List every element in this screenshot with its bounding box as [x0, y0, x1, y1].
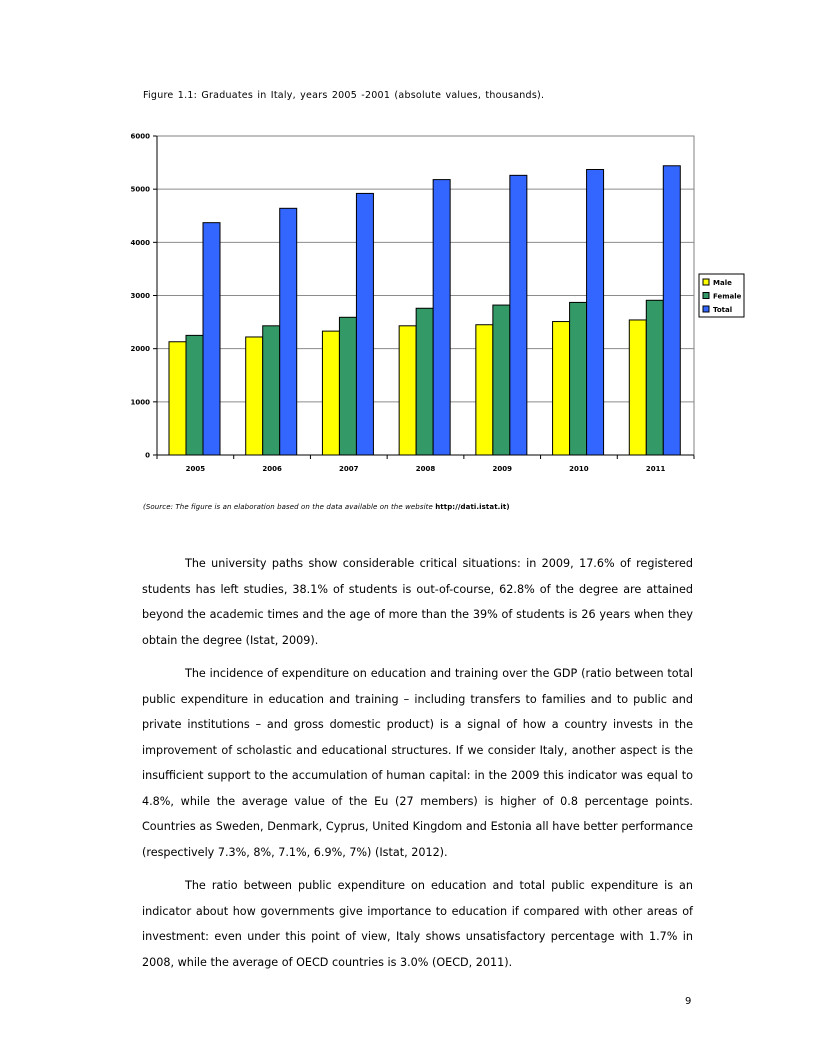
bar-male-2010 — [553, 322, 570, 455]
y-tick-label: 0 — [145, 451, 150, 460]
bar-female-2006 — [263, 326, 280, 455]
chart-legend — [699, 274, 744, 317]
figure-caption: Figure 1.1: Graduates in Italy, years 2005 -2001 (absolute values, thousands). — [143, 90, 545, 101]
bar-total-2011 — [663, 166, 680, 455]
bar-total-2009 — [510, 175, 527, 455]
page-number: 9 — [685, 996, 692, 1007]
x-tick-label: 2007 — [339, 465, 359, 473]
bar-female-2005 — [186, 335, 203, 455]
bar-female-2008 — [416, 308, 433, 455]
y-tick-label: 5000 — [130, 185, 150, 194]
bar-male-2005 — [169, 342, 186, 455]
bar-female-2011 — [646, 300, 663, 455]
paragraph-3: The ratio between public expenditure on education and total public expenditure is an indicator about how governments give importance to education if compared with other areas of investment: even under this point of view, Italy shows unsatisfactory percentage with 1.7% in 2008, while the average of OECD countries is 3.0% (OECD, 2011). — [142, 879, 693, 969]
paragraph-2: The incidence of expenditure on education and training over the GDP (ratio between total public expenditure in education and training – including transfers to families and to public and private institutions – and gross domestic product) is a signal of how a country invests in the improvement of scholastic and educational structures. If we consider Italy, another aspect is the insufficient support to the accumulation of human capital: in the 2009 this indicator was equal to 4.8%, while the average value of the Eu (27 members) is higher of 0.8 percentage points. Countries as Sweden, Denmark, Cyprus, United Kingdom and Estonia all have better performance (respectively 7.3%, 8%, 7.1%, 6.9%, 7%) (Istat, 2012). — [142, 667, 693, 859]
x-tick-label: 2010 — [569, 465, 589, 473]
legend-label-male: Male — [713, 279, 732, 287]
x-tick-label: 2009 — [492, 465, 512, 473]
y-tick-label: 6000 — [130, 132, 150, 141]
x-tick-label: 2006 — [262, 465, 282, 473]
x-tick-label: 2011 — [645, 465, 666, 473]
bar-female-2010 — [570, 302, 587, 455]
bar-total-2008 — [433, 180, 450, 455]
legend-label-female: Female — [713, 292, 742, 301]
bar-total-2005 — [203, 223, 220, 455]
source-url: http://dati.istat.it) — [435, 503, 510, 511]
x-tick-label: 2005 — [185, 465, 206, 473]
y-tick-label: 1000 — [130, 398, 150, 407]
paragraph-1: The university paths show considerable critical situations: in 2009, 17.6% of registered students has left studies, 38.1% of students is out-of-course, 62.8% of the degree are attained beyond the academic times and the age of more than the 39% of students is 26 years when they obtain the degree (Istat, 2009). — [142, 557, 693, 647]
x-tick-label: 2008 — [415, 465, 436, 473]
bar-female-2007 — [339, 317, 356, 455]
bar-male-2009 — [476, 325, 493, 455]
legend-swatch-male — [703, 279, 709, 285]
legend-swatch-female — [703, 293, 709, 299]
y-tick-label: 2000 — [130, 345, 150, 354]
bar-male-2011 — [629, 320, 646, 455]
bar-total-2007 — [356, 193, 373, 455]
bar-male-2008 — [399, 326, 416, 455]
bar-female-2009 — [493, 305, 510, 455]
bar-male-2007 — [322, 331, 339, 455]
bar-male-2006 — [246, 337, 263, 455]
legend-swatch-total — [703, 306, 709, 312]
bar-chart — [0, 0, 816, 500]
source-prefix: (Source: The figure is an elaboration based on the data available on the website — [143, 503, 433, 511]
y-tick-label: 3000 — [130, 292, 150, 300]
bar-total-2010 — [587, 169, 604, 455]
y-tick-label: 4000 — [130, 238, 150, 247]
figure-source-note — [143, 503, 510, 511]
legend-label-total: Total — [713, 306, 733, 314]
body-text — [142, 551, 693, 983]
bar-total-2006 — [280, 208, 297, 455]
